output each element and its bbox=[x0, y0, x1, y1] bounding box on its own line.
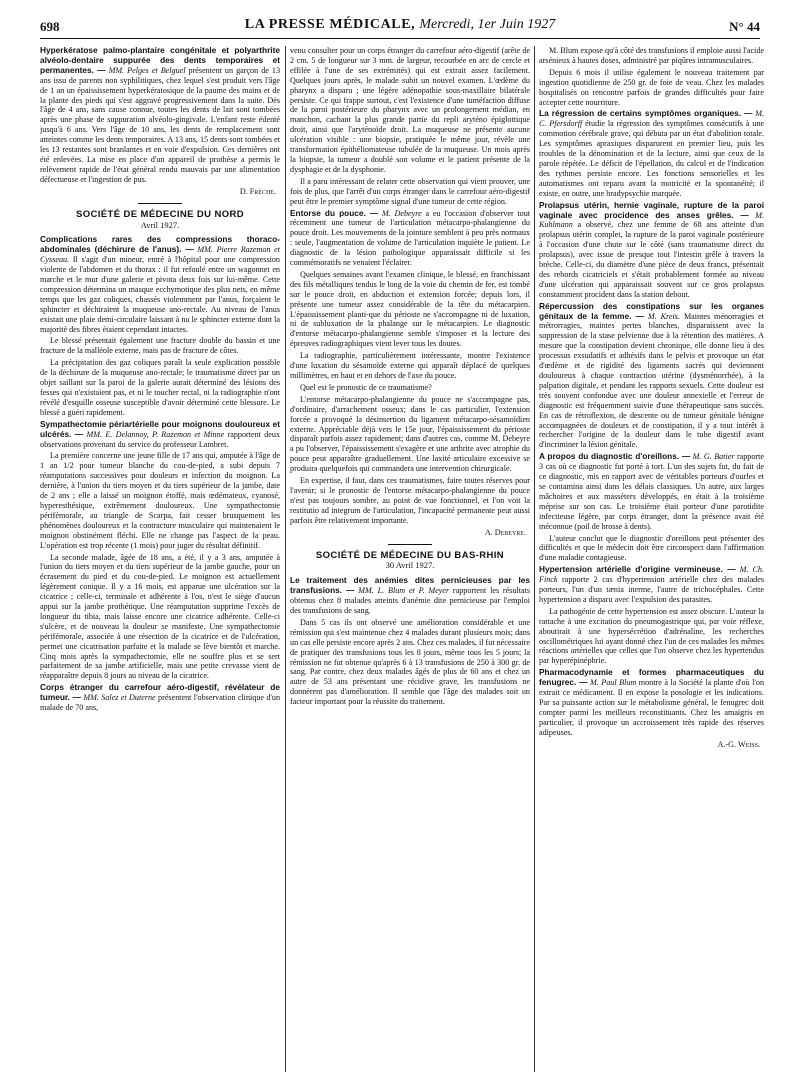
abstract-authors: M. Ch. Finck bbox=[539, 565, 764, 585]
abstract-authors: MM. Pelges et Belguel bbox=[108, 65, 186, 75]
abstract-authors: M. Debeyre bbox=[381, 208, 422, 218]
abstract bbox=[539, 302, 764, 451]
journal-title: LA PRESSE MÉDICALE, bbox=[244, 17, 416, 32]
abstract bbox=[539, 201, 764, 300]
abstract-title: Corps étranger du carrefour aéro-digestif, révélateur de tumeur. — bbox=[40, 682, 280, 703]
column-divider bbox=[285, 46, 286, 1072]
column-divider bbox=[534, 46, 535, 1072]
abstract bbox=[40, 683, 280, 713]
abstract-text: rapportent les résultats obtenus chez 8 malades atteints d'anémie dite pernicieuse par l'emploi des transfusions de sang. bbox=[290, 586, 530, 616]
signature: A. Debeyre. bbox=[484, 527, 526, 537]
page-header bbox=[40, 16, 760, 39]
abstract-text: présentent l'observation clinique d'un malade de 70 ans, bbox=[40, 693, 280, 713]
abstract-text: Il s'agit d'un mineur, entré à l'hôpital pour une compression violente de l'abdomen et du thorax : il fut refoulé entre un wagonnet en marche et le mur d'une galerie et pivota deux fois sur lui-même. Cette compression détermina un masque ecchymotique des plus nets, en même temps que les gaz coliques, chassés violemment par l'anus, forçaient le sphincter et déchiraient la muqueuse ano-rectale. Au niveau de l'anus existait une plaie demi-circulaire laissant à nu le sphincter externe dont la majorité des fibres étaient cependant intactes. bbox=[40, 255, 280, 334]
signature: A.-G. Weiss. bbox=[717, 739, 760, 749]
abstract bbox=[40, 420, 280, 450]
paragraph: Quelques semaines avant l'examen clinique, le blessé, en franchissant des fils métalliques tendus le long de la voie du chemin de fer, est tombé sur le pouce droit, en abduction et extension forcée; depuis lors, il présente une tumeur assez considérable de la tête du métacarpien. L'épaississement planti-que du périoste ne s'accompagne ni de luxation, ni de subluxation de la phalange sur le métacarpien. Le diagnostic d'entorse métacarpo-phalangienne semble s'imposer et la lecture des épreuves radiographiques vient lever tous les doutes. bbox=[290, 269, 530, 349]
abstract-title: Hyperkératose palmo-plantaire congénitale et polyarthrite alvéolo-dentaire suppurée des dents temporaires et permanentes. — bbox=[40, 46, 280, 75]
paragraph: Le blessé présentait également une fracture double du bassin et une fracture de la malléole externe, mais pas de fracture de côtes. bbox=[40, 336, 280, 356]
abstract-authors: M. Paul Blum bbox=[589, 678, 637, 688]
paragraph: La pathogénie de cette hypertension est assez obscure. L'auteur la rattache à une excitation du pneumogastrique qui, par voie réflexe, aboutirait à une hypersécrétion d'adrénaline, les recherches oscillométriques lui ayant donné chez l'un de ces malades les mêmes réactions artérielles que celles que l'on observe chez les hypertendus par hyperépinéphrie. bbox=[539, 606, 764, 666]
abstract bbox=[40, 235, 280, 334]
abstract-authors: MM. Pierre Razemon et Cysseau. bbox=[40, 245, 280, 265]
paragraph: L'entorse métacarpo-phalangienne du pouce ne s'accompagne pas, d'ordinaire, d'arrachement osseux; dans le cas particulier, l'extension forcée a provoqué la désinsertion du ligament métacarpo-sésamoïdien externe. Appréciable déjà vers le 15e jour, l'épaississement du périoste disparaît parfois assez rapidement; dans d'autres cas, comme M. Debeyre a pu l'observer, l'épaississement s'exagère et une arthrite avec atrophie du pouce peut apparaître graduellement. Une laxité articulaire excessive se produira quelquefois qui commandera une intervention chirurgicale. bbox=[290, 394, 530, 474]
abstract-text: rapporte 2 cas d'hypertension artérielle chez des malades porteurs, l'un d'un tænia inerme, l'autre de trichocéphales. Cette hypertension a disparu avec l'expulsion des parasites. bbox=[539, 575, 764, 604]
paragraph: La précipitation des gaz coliques paraît la seule explication possible de la déchirure de la muqueuse ano-rectale; le traumatisme direct par un objet saillant sur la paroi de la galerie aurait déterminé des lésions des fesses qui n'existaient pas, et ni le toucher rectal, ni la radiographie n'ont révélé d'esquille osseuse susceptible d'avoir déterminé cette blessure. Le blessé a guéri rapidement. bbox=[40, 358, 280, 417]
issue-number: N° 44 bbox=[729, 19, 760, 34]
paragraph: Depuis 6 mois il utilise également le nouveau traitement par ingestion quotidienne de 250 gr. de foie de veau. Chez les malades hospitalisés on rencontre parfois de grandes difficultés pour faire accepter cette nourriture. bbox=[539, 67, 764, 107]
abstract-authors: MM. L. Blum et P. Meyer bbox=[358, 586, 450, 596]
abstract bbox=[539, 452, 764, 531]
abstract-authors: MM. Salez et Duterne bbox=[83, 693, 156, 703]
abstract-title: La régression de certains symptômes organiques. — bbox=[539, 108, 753, 119]
abstract-title: Le traitement des anémies dites pernicieuses par les transfusions. — bbox=[290, 575, 530, 596]
journal-title-line bbox=[40, 17, 760, 33]
abstract-title: Sympathectomie périartérielle pour moignons douloureux et ulcérés. — bbox=[40, 418, 280, 439]
section-separator bbox=[138, 203, 182, 204]
abstract-text: a eu l'occasion d'observer tout récemment une tumeur de l'articulation métacarpo-phalangienne du pouce droit. Les mouvements de la jointure semblent à peu près normaux : seule, l'augmentation de volume de l'articulation inquiète le patient. Le diagnostic de la lésion pathologique apparaissait difficile si les commémoratifs ne venaient l'éclairer. bbox=[290, 208, 530, 268]
abstract-text: Maintes ménorragies et métrorragies, maintes pertes blanches, disparaissent avec la suppression de la stase pelvienne due à la rétention des matières. A mesure que la constipation devient chronique, elle donne lieu à des processus exsudatifs et adhésifs dans le pelvis et provoque un état d'œdème et de rigidité des ligaments sacrés qui deviennent douloureux à chaque contraction utérine (dysménorrhée), à la palpation digitale, et pendant les rapports sexuels. Cette douleur est très souvent confondue avec une douleur annexielle et l'erreur de diagnostic est fréquemment suivie d'une thérapeutique sans succès. En cas de rétroflexion, de descente ou de tumeur génitale bénigne accompagnées de douleurs et de constipation, il y a tout intérêt à rechercher l'origine de la douleur dans le tube digestif avant d'incriminer la lésion génitale. bbox=[539, 311, 764, 450]
abstract-title: Pharmacodynamie et formes pharmaceutiques du fenugrec. — bbox=[539, 667, 764, 688]
abstract-text: rapportent deux observations provenant du service du professeur Lambret. bbox=[40, 429, 280, 449]
society-heading: SOCIÉTÉ DE MÉDECINE DU BAS-RHIN bbox=[315, 549, 505, 561]
paragraph: La première concerne une jeune fille de 17 ans qui, amputée à l'âge de 1 an 1/2 pour tumeur blanche du cou-de-pied, a subi depuis 7 réamputations successives pour douleurs et infection du moignon. La dernière, à l'union du tiers moyen et du tiers supérieur de la jambe, date de 2 ans ; elle a laissé un moignon étoffé, mais œdémateux, cyanosé, hyperesthésique, extrêmement douloureux. Une sympathectomie périfémorale, au triangle de Scarpa, fait cesser brusquement les phénomènes douloureux et la contracture musculaire qui maintenaient le moignon obstinément fléchi. Elle ne change pas l'aspect de la peau. L'opération est trop récente (1 mois) pour juger du résultat définitif. bbox=[40, 451, 280, 550]
paragraph: Quel est le pronostic de ce traumatisme? bbox=[300, 382, 432, 392]
abstract-authors: M. C. Pfersdorff bbox=[539, 109, 764, 129]
paragraph: Dans 5 cas ils ont observé une amélioration considérable et une rémission qui s'est maintenue chez 4 malades durant plusieurs mois; dans un cas elle persiste encore après 2 ans. Chez ces malades, il fut nécessaire de pratiquer des transfusions tous les 8 jours, même tous les 5 jours; la rémission ne fut obtenue qu'après 6 à 13 transfusions de 250 à 300 gr. de sang. Par contre, chez deux malades âgés de plus de 60 ans et chez un autre de 53 ans présentant une récidive grave, les transfusions ne donnèrent pas d'amélioration. Il semble que l'âge des malades soit un facteur important pour la réussite du traitement. bbox=[290, 617, 530, 707]
abstract bbox=[539, 109, 764, 198]
abstract-authors: MM. E. Delannoy, P. Razemon et Minne bbox=[86, 429, 225, 439]
paragraph: Il a paru intéressant de relater cette observation qui vient prouver, une fois de plus, que l'arrêt d'un corps étranger dans le carrefour aéro-digestif peut être le premier symptôme signal d'une tumeur de cette région. bbox=[290, 176, 530, 206]
abstract-authors: M. Kuhlmann bbox=[539, 210, 764, 230]
abstract-title: A propos du diagnostic d'oreillons. — bbox=[539, 451, 691, 462]
signature: D. Frèche. bbox=[239, 186, 276, 196]
abstract bbox=[40, 46, 280, 185]
abstract bbox=[290, 209, 530, 268]
abstract bbox=[539, 565, 764, 605]
society-date: Avril 1927. bbox=[140, 219, 180, 230]
abstract-title: Hypertension artérielle d'origine vermineuse. — bbox=[539, 564, 736, 575]
abstract-authors: M. Kreis. bbox=[647, 311, 680, 321]
issue-date: Mercredi, 1er Juin 1927 bbox=[419, 17, 556, 32]
abstract-text: étudie la régression des symptômes consécutifs à une commotion cérébrale grave, qui débuta par un état d'abolition totale. Les symptômes apraxiques disparurent en premier lieu, puis les troubles de la dénomination et de la lecture, ainsi que ceux de la parole répétée. Le déficit de l'épellation, du calcul et de l'indication des rythmes persiste encore. Les fonctions sensorielles et les automatismes ont reparu avant la motricité et la spontanéité; il existe, en outre, une bradypsychie marquée. bbox=[539, 119, 764, 198]
text-columns bbox=[40, 46, 764, 1072]
column-2 bbox=[290, 46, 530, 1072]
society-date: 30 Avril 1927. bbox=[385, 560, 435, 571]
abstract-authors: M. G. Batier bbox=[692, 452, 735, 462]
abstract bbox=[539, 668, 764, 737]
page-number: 698 bbox=[40, 19, 60, 34]
abstract-text: a observé, chez une femme de 68 ans atteinte d'un prolapsus utérin complet, la rupture de la paroi vaginale postérieure à l'occasion d'une chute sur le côté (sans traumatisme direct du prolapsus), avec issue de presque tout l'intestin grêle à travers la brèche. Celle-ci, du diamètre d'une pièce de deux francs, présentait des rebords cicatriciels et s'était probablement formée au niveau d'une ulcération qui apparaissait souvent sur ce gros prolapsus constamment procident dans la station debout. bbox=[539, 220, 764, 299]
paragraph: En expertise, il faut, dans ces traumatismes, faire toutes réserves pour l'avenir; si le pronostic de l'entorse métacarpo-phalangienne du pouce n'est pas toujours sombre, au point de vue fonctionnel, et l'on voit la restitutio ad integrum de l'articulation, l'incapacité permanente peut aussi parfois être relativement importante. bbox=[290, 476, 530, 525]
abstract-text: rapporte 3 cas où ce diagnostic fut porté à tort. L'un des sujets fut, du fait de ce diagnostic, mis en rapport avec de véritables porteurs d'ourles et se contamina ainsi dans les délais classiques. Un autre, aux larges mâchoires et aux masséters développés, en était à la troisième méprise sur son cas. Le troisième était porteur d'une parotidite infectieuse légère, par corps étranger, dont la présence avait été méconnue (poil de brosse à dents). bbox=[539, 452, 764, 531]
abstract-title: Entorse du pouce. — bbox=[290, 207, 379, 218]
column-3 bbox=[539, 46, 764, 1072]
abstract-title: Complications rares des compressions thoraco-abdominales (déchirure de l'anus). — bbox=[40, 234, 280, 255]
column-1 bbox=[40, 46, 280, 1072]
paragraph: La radiographie, particulièrement intéressante, montre l'existence d'une luxation du sésamoïde externe qui apparaît déplacé de quelques millimètres, en haut et en dehors de l'axe du pouce. bbox=[290, 351, 530, 380]
paragraph: La seconde malade, âgée de 18 ans, a été, il y a 3 ans, amputée à l'union du tiers moyen et du tiers supérieur de la jambe gauche, pour un écrasement du pied et du cou-de-pied. Le moignon est actuellement légèrement conique. Il y a 16 mois, est apparue une ulcération sur la cicatrice ; celle-ci, terminale et adhérente à l'os, n'est le siège d'aucun appui sur la jambe prothétique. Une réamputation supprime l'excès de longueur du tibia, mais laisse encore une cicatrice adhérente. Celle-ci s'ulcère, et de nouveau la douleur se manifeste. Une sympathectomie périfémorale, associée à une résection de la cicatrice et de l'ulcération, permet une cicatrisation parfaite et la malade se lève bientôt et marche. Cinq mois après la sympathectomie, elle ne souffre plus et se sert parfaitement de sa jambe artificielle, mais une petite crevasse vient de réapparaître depuis 8 jours au niveau de la cicatrice. bbox=[40, 552, 280, 681]
paragraph: M. Blum expose qu'à côté des transfusions il emploie aussi l'acide arsénieux à hautes doses, administré par piqûres intramusculaires. bbox=[539, 46, 764, 65]
paragraph: L'auteur conclut que le diagnostic d'oreillons peut présenter des difficultés et que le médecin doit être circonspect dans l'affirmation d'une maladie contagieuse. bbox=[539, 533, 764, 563]
paragraph: venu consulter pour un corps étranger du carrefour aéro-digestif (arête de 2 cm. 5 de longueur sur 3 mm. de largeur, recourbée en arc de cercle et effilée à l'une de ses extrémités) qui est extrait assez facilement. Quelques jours après, le malade subit un nouvel examen. L'œdème du pharynx a disparu ; une légère adénopathie sous-maxillaire bilatérale persiste. Ce qui frappe surtout, c'est l'existence d'une tuméfaction diffuse de la paroi postérieure du pharynx avec un prolongement médian, en manchon, cachant la plus grande partie du repli aryténo épiglottique droit, ainsi que l'aryténoïde droit. La muqueuse ne présente aucune ulcération visible : une biopsie, pratiquée le même jour, révèle une transformation épithéliomateuse tubulée de la muqueuse. Un mois après la biopsie, la tumeur a doublé son volume et le patient présente de la dysphagie et de la dysphonie. bbox=[290, 46, 530, 174]
society-heading: SOCIÉTÉ DE MÉDECINE DU NORD bbox=[75, 208, 245, 220]
abstract bbox=[290, 576, 530, 616]
abstract-title: Prolapsus utérin, hernie vaginale, rupture de la paroi vaginale avec procidence des anses grêles. — bbox=[539, 199, 764, 220]
abstract-text: montre à la Société la plante d'où l'on extrait ce médicament. Il en expose la posologie et les indications. Par sa puissante action sur le métabolisme général, le fenugrec doit compter parmi les meilleurs reconstituants. Chez les amaigris en particulier, il provoque un accroissement très rapide des réserves adipeuses. bbox=[539, 678, 764, 737]
abstract-text: présentent un garçon de 13 ans issu de parents non syphilitiques, chez lequel s'est produit vers l'âge de 1 an un épaississement hyperkératosique de la paume des mains et de la plante des pieds qui s'est aggravé progressivement dans la suite. Dès l'âge de 4 ans, sans cause connue, toutes les dents de lait sont tombées après une phase de suppuration alvéolo-gingivale. L'enfant reste édenté jusqu'à 6 ans. Vers l'âge de 10 ans, les dents de remplacement sont atteintes comme les dents temporaires. A 13 ans, 15 dents sont tombées et les 13 restantes sont branlantes et en voie d'expulsion. Ces dernières ont été enlevées. La mise en place d'un appareil de prothèse a permis le relèvement rapide de l'état général rendu mauvais par une alimentation défectueuse et l'ingestion de pus. bbox=[40, 65, 280, 184]
section-separator bbox=[388, 544, 432, 545]
abstract-title: Répercussion des constipations sur les organes génitaux de la femme. — bbox=[539, 300, 764, 321]
